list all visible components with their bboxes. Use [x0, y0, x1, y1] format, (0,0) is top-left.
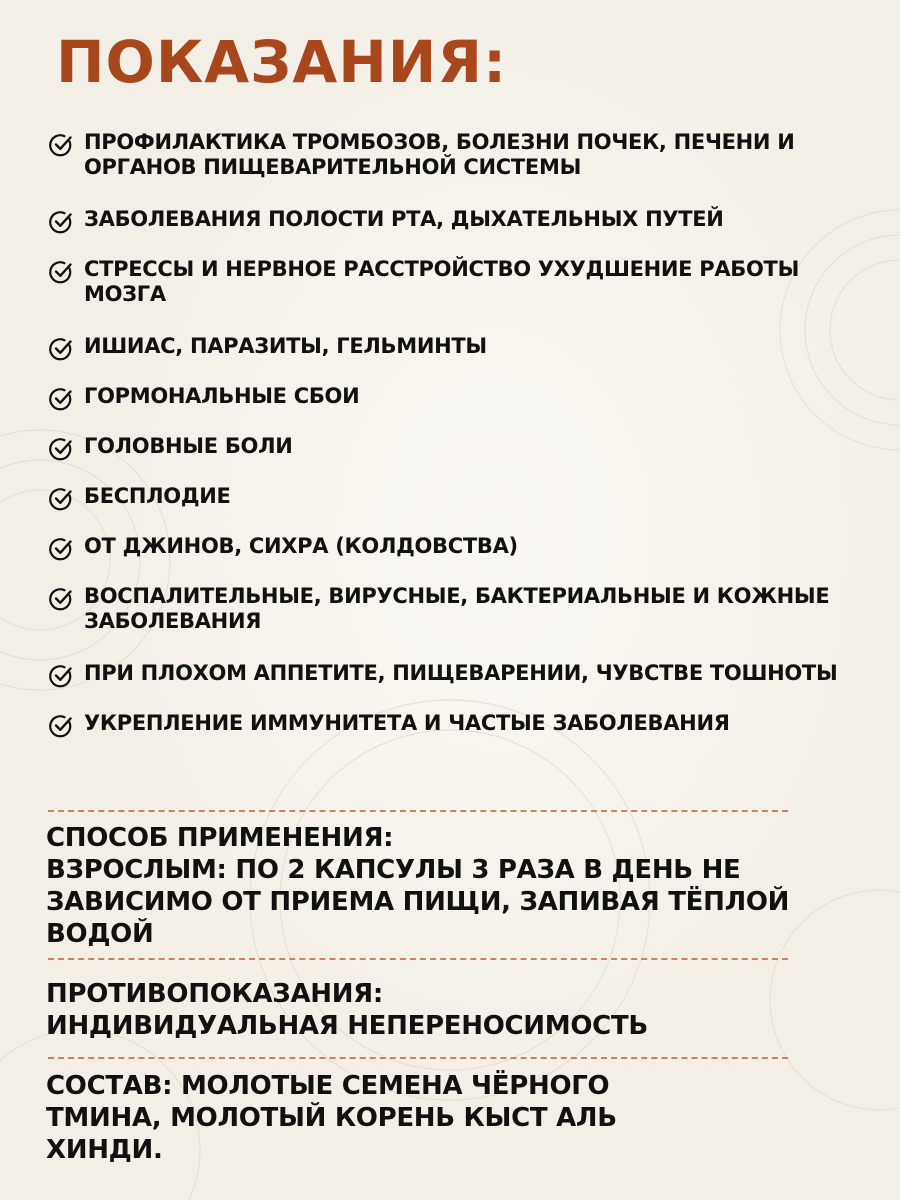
- indications-list: [48, 130, 868, 761]
- usage-section: [46, 822, 846, 950]
- check-circle-icon: [48, 536, 74, 562]
- usage-text: ВЗРОСЛЫМ: ПО 2 КАПСУЛЫ 3 РАЗА В ДЕНЬ НЕ ЗАВИСИМО ОТ ПРИЕМА ПИЩИ, ЗАПИВАЯ ТЁПЛОЙ ВОДОЙ: [46, 855, 790, 949]
- contraindications-text: ИНДИВИДУАЛЬНАЯ НЕПЕРЕНОСИМОСТЬ: [46, 1011, 648, 1041]
- list-item-text: УКРЕПЛЕНИЕ ИММУНИТЕТА И ЧАСТЫЕ ЗАБОЛЕВАНИЯ: [84, 711, 730, 735]
- usage-heading: СПОСОБ ПРИМЕНЕНИЯ:: [46, 823, 394, 853]
- divider: [48, 958, 788, 960]
- contraindications-section: [46, 978, 846, 1042]
- list-item-text: БЕСПЛОДИЕ: [84, 484, 231, 508]
- list-item-text: ГОРМОНАЛЬНЫЕ СБОИ: [84, 384, 360, 408]
- list-item: [48, 434, 868, 484]
- list-item-text: ПРОФИЛАКТИКА ТРОМБОЗОВ, БОЛЕЗНИ ПОЧЕК, ПЕЧЕНИ И ОРГАНОВ ПИЩЕВАРИТЕЛЬНОЙ СИСТЕМЫ: [84, 130, 795, 179]
- check-circle-icon: [48, 486, 74, 512]
- list-item-text: ВОСПАЛИТЕЛЬНЫЕ, ВИРУСНЫЕ, БАКТЕРИАЛЬНЫЕ И КОЖНЫЕ ЗАБОЛЕВАНИЯ: [84, 584, 830, 633]
- divider: [48, 810, 788, 812]
- composition-text: СОСТАВ: МОЛОТЫЕ СЕМЕНА ЧЁРНОГО ТМИНА, МОЛОТЫЙ КОРЕНЬ КЫСТ АЛЬ ХИНДИ.: [46, 1071, 617, 1165]
- list-item: [48, 711, 868, 761]
- list-item: [48, 661, 868, 711]
- list-item: [48, 384, 868, 434]
- list-item-text: ИШИАС, ПАРАЗИТЫ, ГЕЛЬМИНТЫ: [84, 334, 487, 358]
- check-circle-icon: [48, 436, 74, 462]
- list-item: [48, 334, 868, 384]
- list-item-text: ГОЛОВНЫЕ БОЛИ: [84, 434, 293, 458]
- list-item-text: ОТ ДЖИНОВ, СИХРА (КОЛДОВСТВА): [84, 534, 518, 558]
- check-circle-icon: [48, 586, 74, 612]
- divider: [48, 1057, 788, 1059]
- check-circle-icon: [48, 259, 74, 285]
- list-item: [48, 207, 868, 257]
- check-circle-icon: [48, 713, 74, 739]
- list-item: [48, 257, 868, 334]
- check-circle-icon: [48, 336, 74, 362]
- page-title: ПОКАЗАНИЯ:: [56, 28, 508, 96]
- list-item-text: ЗАБОЛЕВАНИЯ ПОЛОСТИ РТА, ДЫХАТЕЛЬНЫХ ПУТЕЙ: [84, 207, 724, 231]
- composition-section: [46, 1070, 626, 1166]
- list-item: [48, 534, 868, 584]
- list-item: [48, 584, 868, 661]
- contraindications-heading: ПРОТИВОПОКАЗАНИЯ:: [46, 979, 384, 1009]
- check-circle-icon: [48, 209, 74, 235]
- check-circle-icon: [48, 386, 74, 412]
- check-circle-icon: [48, 663, 74, 689]
- list-item: [48, 484, 868, 534]
- list-item-text: ПРИ ПЛОХОМ АППЕТИТЕ, ПИЩЕВАРЕНИИ, ЧУВСТВЕ ТОШНОТЫ: [84, 661, 838, 685]
- check-circle-icon: [48, 132, 74, 158]
- list-item-text: СТРЕССЫ И НЕРВНОЕ РАССТРОЙСТВО УХУДШЕНИЕ РАБОТЫ МОЗГА: [84, 257, 800, 306]
- list-item: [48, 130, 868, 207]
